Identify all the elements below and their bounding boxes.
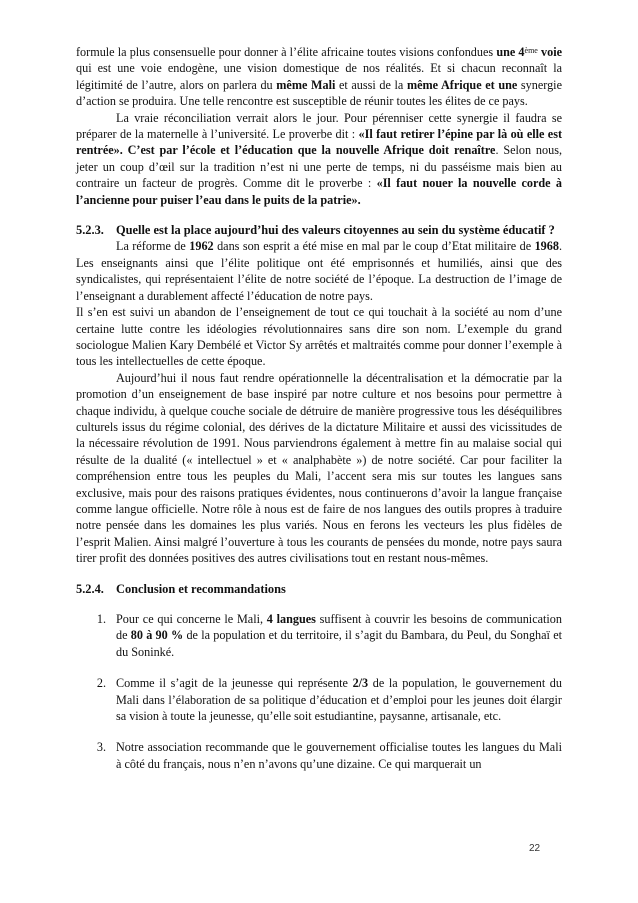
section-heading-5-2-3 [76,222,562,238]
document-page [76,44,562,787]
superscript: ème [524,46,538,55]
text-run: La réforme de [116,239,190,254]
text-run: et aussi de la [335,77,407,92]
text-run: . Selon nous, jeter un coup d’œil sur la tradition n’est ni une perte de temps, ni du passéisme mais bien au contraire un facteur de progrès. Comme dit le proverbe : [76,143,562,191]
bold-run: «Il faut nouer la nouvelle corde à l’ancienne pour puiser l’eau dans le puits de la patrie». [76,176,562,207]
paragraph-reforme-1962 [76,238,562,304]
bold-run: même Mali [276,77,336,92]
bold-run: 1962 [189,239,214,254]
section-number: 5.2.3. [76,223,104,238]
text-run: formule la plus consensuelle pour donner à l’élite africaine toutes visions confondues [76,45,497,59]
section-number: 5.2.4. [76,581,104,596]
bold-run: 2/3 [352,676,369,691]
paragraph-decentralisation: Aujourd’hui il nous faut rendre opérationnelle la décentralisation et la démocratie par la promotion d’un enseignement de base inspiré par notre culture et nos besoins pour permettre à chaque individu, à quelque couche sociale de détruire de manière progressive tous les déséquilibres culturels issus du régime colonial, des dérives de la dictature Militaire et aussi des vicissitudes de la nécessaire révolution de 1991. Nous parviendrons également à mettre fin au malaise social qui résulte de la dualité (« intellectuel » et « analphabète ») de notre société. Car pour faciliter la compréhension entre tous les peuples du Mali, l’accent sera mis sur toutes les langues sans exclusive, mais pour des raisons pratiques évidentes, nous continuerons d’avoir la langue française comme langue officielle. Notre rôle à nous est de faire de nos langues des outils propres à traduire notre pensée dans les domaines les plus variés. Nous en ferons les vecteurs les plus fidèles de l’esprit Malien. Ainsi malgré l’ouverture à tous les courants de pensées du monde, notre pays saura tirer profit des données positives des autres civilisations tout en restant nous-mêmes. [76,370,562,566]
bold-run: 4 langues [266,612,316,626]
list-item [76,611,562,660]
bold-run: «Il faut retirer l’épine par là où elle est rentrée». C’est par l’école et l’éducation que la nouvelle Afrique doit renaître [76,127,562,158]
text-run: qui est une voie endogène, une vision domestique de nos réalités. Et si chacun reconnaît la légitimité de l’autre, alors on parlera du [76,61,562,92]
bold-run: 80 à 90 % [130,628,184,643]
section-heading-5-2-4 [76,581,562,597]
text-run: de la population et du territoire, il s’agit du Bambara, du Peul, du Songhaï et du Soninké. [116,628,562,659]
text-run: synergie d’action se produira. Une telle rencontre est susceptible de réunir toutes les élites de ce pays. [76,77,562,109]
paragraph-une-4eme-voie [76,44,562,110]
list-item [76,675,562,724]
bold-run: voie [537,45,562,59]
list-number: 2. [96,676,106,691]
bold-run: une 4 [496,45,525,59]
list-text [116,675,562,724]
list-number: 1. [96,612,106,626]
list-text [116,611,562,660]
list-item [76,739,562,772]
page-number: 22 [529,843,541,854]
text-run: Pour ce qui concerne le Mali, [116,612,267,626]
text-run: dans son esprit a été mise en mal par le coup d’Etat militaire de [213,239,535,254]
text-run: suffisent à couvrir les besoins de communication de [116,612,562,643]
section-title: Conclusion et recommandations [116,581,286,596]
text-run: . Les enseignants ainsi que l’élite politique ont été emprisonnés et humiliés, ainsi que des syndicalistes, qui représentaient l’élite de notre société de l’époque. La destruction de l’image de l’enseignant a durablement affecté l’éducation de notre pays. [76,239,562,303]
text-run: Comme il s’agit de la jeunesse qui représente [116,676,353,691]
text-run: La vraie réconciliation verrait alors le jour. Pour pérenniser cette synergie il faudra se préparer de la maternelle à l’université. Le proverbe dit : [76,110,562,142]
paragraph-reconciliation [76,110,562,208]
bold-run: 1968 [534,239,559,254]
bold-run: même Afrique et une [406,77,518,92]
recommendations-list [76,611,562,772]
list-number: 3. [96,740,106,755]
list-text: Notre association recommande que le gouvernement officialise toutes les langues du Mali à côté du français, nous n’en n’avons qu’une dizaine. Ce qui marquerait un [116,740,562,771]
section-title: Quelle est la place aujourd’hui des valeurs citoyennes au sein du système éducatif ? [116,223,555,238]
paragraph-abandon-enseignement: Il s’en est suivi un abandon de l’enseignement de tout ce qui touchait à la société au nom d’une certaine lutte contre les idéologies révolutionnaires sans dire son nom. L’exemple du grand sociologue Malien Kary Dembélé et Victor Sy arrêtés et maltraités comme pour donner l’exemple à tous les intellectuelles de cette époque. [76,305,562,369]
text-run: de la population, le gouvernement du Mali dans l’élaboration de sa politique d’éducation et d’emploi pour les jeunes doit élargir sa vision à toute la jeunesse, qu’elle soit estudiantine, paysanne, artisanale, etc. [116,676,562,724]
